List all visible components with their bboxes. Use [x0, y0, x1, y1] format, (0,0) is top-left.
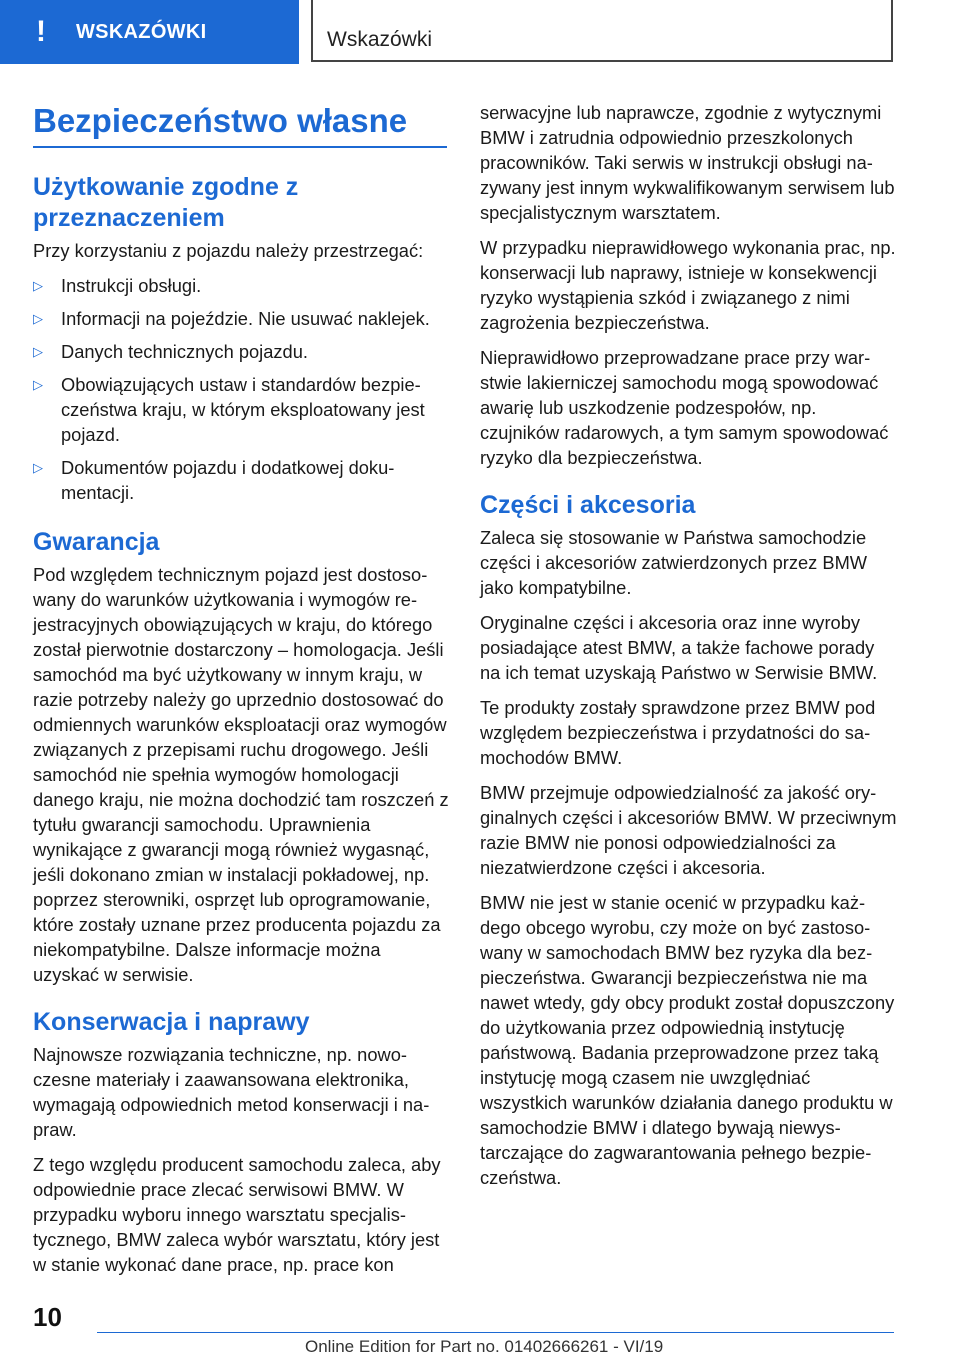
list-item: ▷ Instrukcji obsługi.	[33, 275, 202, 296]
footer-rule	[97, 1332, 894, 1333]
section-tab	[0, 0, 299, 64]
title-rule	[33, 146, 447, 148]
section-tab-label: WSKAZÓWKI	[76, 20, 207, 43]
heading-intended-use: Użytkowanie zgodne z przeznaczeniem	[33, 173, 299, 232]
heading-parts-accessories: Części i akcesoria	[480, 491, 696, 519]
intended-use-list	[33, 273, 451, 505]
triangle-bullet-icon: ▷	[33, 460, 43, 475]
parts-paragraph-3: Te produkty zostały sprawdzone przez BMW pod względem bezpieczeństwa i przydatności do samochodów BMW.	[480, 697, 876, 768]
maintenance-paragraph-1: Najnowsze rozwiązania techniczne, np. nowoczesne materiały i zaawansowana elektronika, wymagają odpowiednich metod konserwacji i napraw.	[33, 1044, 430, 1140]
chapter-header-label: Wskazówki	[327, 28, 433, 51]
heading-maintenance: Konserwacja i naprawy	[33, 1008, 310, 1036]
list-item: ▷ Dokumentów pojazdu i dodatkowej dokumentacji.	[33, 457, 395, 503]
heading-warranty: Gwarancja	[33, 528, 160, 556]
triangle-bullet-icon: ▷	[33, 311, 43, 326]
triangle-bullet-icon: ▷	[33, 344, 43, 359]
triangle-bullet-icon: ▷	[33, 278, 43, 293]
intended-use-intro: Przy korzystaniu z pojazdu należy przestrzegać:	[33, 240, 424, 261]
edition-note: Online Edition for Part no. 01402666261 - VI/19	[305, 1337, 664, 1356]
maintenance-paragraph-3: serwacyjne lub naprawcze, zgodnie z wytycznymi BMW i zatrudnia odpowiednio przeszkolonych pracowników. Taki serwis w instrukcji obsługi nazywany jest innym wykwalifikowanym serwisem lub specjalistycznym warsztatem.	[480, 102, 895, 223]
chapter-header	[311, 0, 893, 62]
parts-paragraph-2: Oryginalne części i akcesoria oraz inne wyroby posiadające atest BMW, a także fachowe porady na ich temat uzyskają Państwo w Serwisie BMW.	[480, 612, 878, 683]
parts-paragraph-5: BMW nie jest w stanie ocenić w przypadku każdego obcego wyrobu, czy może on być zastosowany w samochodach BMW bez ryzyka dla bezpieczeństwa. Gwarancji bezpieczeństwa nie ma nawet wtedy, gdy obcy produkt został dopuszczony do użytkowania przez odpowiednią instytucję państwową. Badania przeprowadzone przez taką instytucję mogą czasem nie uwzględniać wszystkich warunków działania danego produktu w samochodzie BMW i dlatego bywają niewystarczające do zagwarantowania pełnego bezpieczeństwa.	[480, 892, 895, 1188]
list-item: ▷ Informacji na pojeździe. Nie usuwać naklejek.	[33, 308, 430, 329]
list-item: ▷ Danych technicznych pojazdu.	[33, 341, 308, 362]
warranty-text: Pod względem technicznym pojazd jest dostosowany do warunków użytkowania i wymogów rejestracyjnych obowiązujących w kraju, do którego został pierwotnie dostarczony – homologacja. Jeśli samochód ma być użytkowany w innym kraju, w razie potrzeby należy go uprzednio dostosować do odmiennych warunków eksploatacji oraz wymogów związanych z przepisami ruchu drogowego. Jeśli samochód nie spełnia wymogów homologacji danego kraju, nie można dochodzić tam roszczeń z tytułu gwarancji samochodu. Uprawnienia wynikające z gwarancji mogą również wygasnąć, jeśli dokonano zmian w instalacji pokładowej, np. poprzez sterowniki, osprzęt lub oprogramowanie, które zostały uznane przez producenta pojazdu za niekompatybilne. Dalsze informacje można uzyskać w serwisie.	[33, 564, 449, 985]
exclamation-icon: !	[36, 15, 46, 48]
right-column	[480, 100, 898, 1200]
list-item: ▷ Obowiązujących ustaw i standardów bezpieczeństwa kraju, w którym eksploatowany jest pojazd.	[33, 374, 425, 445]
parts-paragraph-1: Zaleca się stosowanie w Państwa samochodzie części i akcesoriów zatwierdzonych przez BMW jako kompatybilne.	[480, 527, 868, 598]
triangle-bullet-icon: ▷	[33, 377, 43, 392]
page-number: 10	[33, 1302, 62, 1332]
maintenance-paragraph-2: Z tego względu producent samochodu zaleca, aby odpowiednie prace zlecać serwisowi BMW. W przypadku wyboru innego warsztatu specjalistycznego, BMW zaleca wybór warsztatu, który jest w stanie wykonać dane prace, np. prace kon	[33, 1154, 441, 1275]
page-title: Bezpieczeństwo własne	[33, 102, 408, 139]
left-column	[33, 96, 451, 1287]
maintenance-paragraph-5: Nieprawidłowo przeprowadzane prace przy warstwie lakierniczej samochodu mogą spowodować awarię lub uszkodzenie podzespołów, np. czujników radarowych, a tym samym spowodować ryzyko dla bezpieczeństwa.	[480, 347, 889, 468]
maintenance-paragraph-4: W przypadku nieprawidłowego wykonania prac, np. konserwacji lub naprawy, istnieje w konsekwencji ryzyko wystąpienia szkód i związanego z nimi zagrożenia bezpieczeństwa.	[480, 237, 896, 333]
parts-paragraph-4: BMW przejmuje odpowiedzialność za jakość oryginalnych części i akcesoriów BMW. W przeciwnym razie BMW nie ponosi odpowiedzialności za niezatwierdzone części i akcesoria.	[480, 782, 897, 878]
